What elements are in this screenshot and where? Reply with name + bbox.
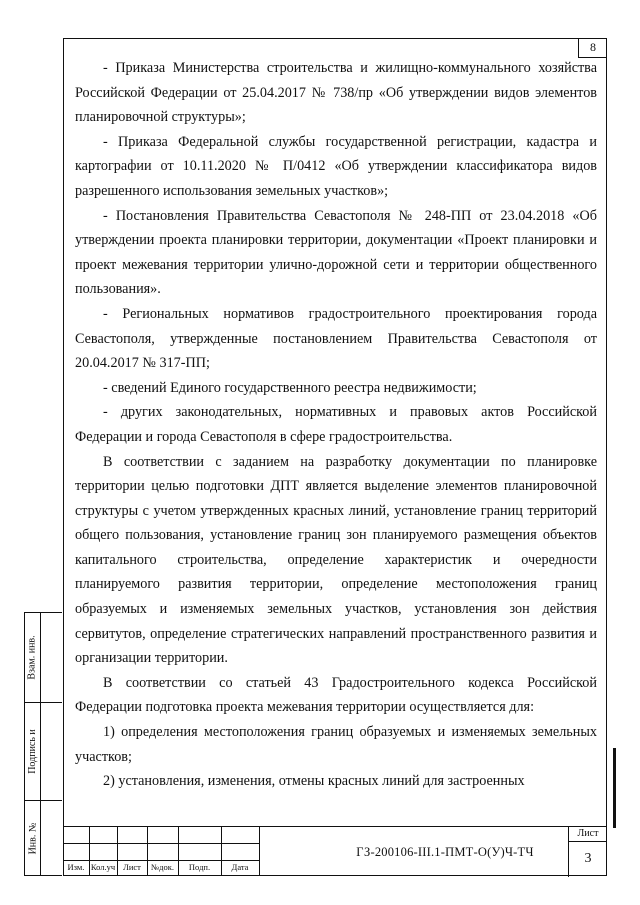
stamp-header: Дата	[231, 862, 249, 872]
stamp-header: №док.	[151, 862, 174, 872]
side-cell-inventory	[25, 801, 62, 875]
paragraph: - Приказа Федеральной службы государственной регистрации, кадастра и картографии от 10.11.2020 № П/0412 «Об утверждении классификатора видов разрешенного использования земельных участков»;	[75, 133, 597, 199]
stamp-header: Кол.уч	[90, 862, 116, 872]
paragraph: В соответствии со статьей 43 Градостроительного кодекса Российской Федерации подготовка проекта межевания территории осуществляется для:	[75, 674, 597, 716]
paragraph: 1) определения местоположения границ образуемых и изменяемых земельных участков;	[75, 724, 597, 765]
sheet-label: Лист	[569, 827, 607, 842]
side-label: Подпись и	[27, 729, 39, 774]
paragraph: - Региональных нормативов градостроительного проектирования города Севастополя, утвержденные постановлением Правительства Севастополя от 20.04.2017 № 317-ПП;	[75, 305, 597, 372]
document-code: ГЗ-200106-III.1-ПМТ-О(У)Ч-ТЧ	[356, 844, 534, 859]
paragraph: - других законодательных, нормативных и правовых актов Российской Федерации и города Севастополя в сфере градостроительства.	[75, 404, 597, 445]
side-approval-strip	[24, 612, 62, 876]
stamp-header: Лист	[123, 862, 141, 872]
document-body	[75, 56, 597, 794]
paragraph: - сведений Единого государственного реестра недвижимости;	[103, 379, 477, 396]
title-block-stamp	[63, 826, 607, 876]
paragraph: 2) установления, изменения, отмены красных линий для застроенных	[103, 773, 525, 790]
page-corner-number: 8	[578, 38, 607, 58]
edge-scan-mark	[613, 748, 616, 828]
stamp-header: Подп.	[188, 862, 211, 872]
stamp-header: Изм.	[67, 862, 85, 872]
sheet-box	[568, 827, 607, 877]
side-cell-signature	[25, 703, 62, 801]
paragraph: - Приказа Министерства строительства и жилищно-коммунального хозяйства Российской Федерации от 25.04.2017 № 738/пр «Об утверждении видов элементов планировочной структуры»;	[75, 60, 597, 126]
side-cell-replacement	[25, 613, 62, 703]
paragraph: - Постановления Правительства Севастополя № 248-ПП от 23.04.2018 «Об утверждении проекта планировки территории, документации «Проект планировки и проект межевания территории улично-дорожной сети и территории общественного пользования».	[75, 207, 597, 298]
paragraph: В соответствии с заданием на разработку документации по планировке территории целью подготовки ДПТ является выделение элементов планировочной структуры с учетом утвержденных красных линий, установление границ территорий общего пользования, установление границ зон планируемого размещения объектов капитального строительства, определение характеристик и очередности планируемого развития территории, определение местоположения границ образуемых и изменяемых земельных участков, установления зон действия сервитутов, определение стратегических направлений пространственного развития и организации территории.	[75, 453, 597, 667]
sheet-number: 3	[584, 851, 592, 866]
side-label: Инв. №	[27, 822, 38, 854]
side-label: Взам. инв.	[27, 635, 38, 680]
